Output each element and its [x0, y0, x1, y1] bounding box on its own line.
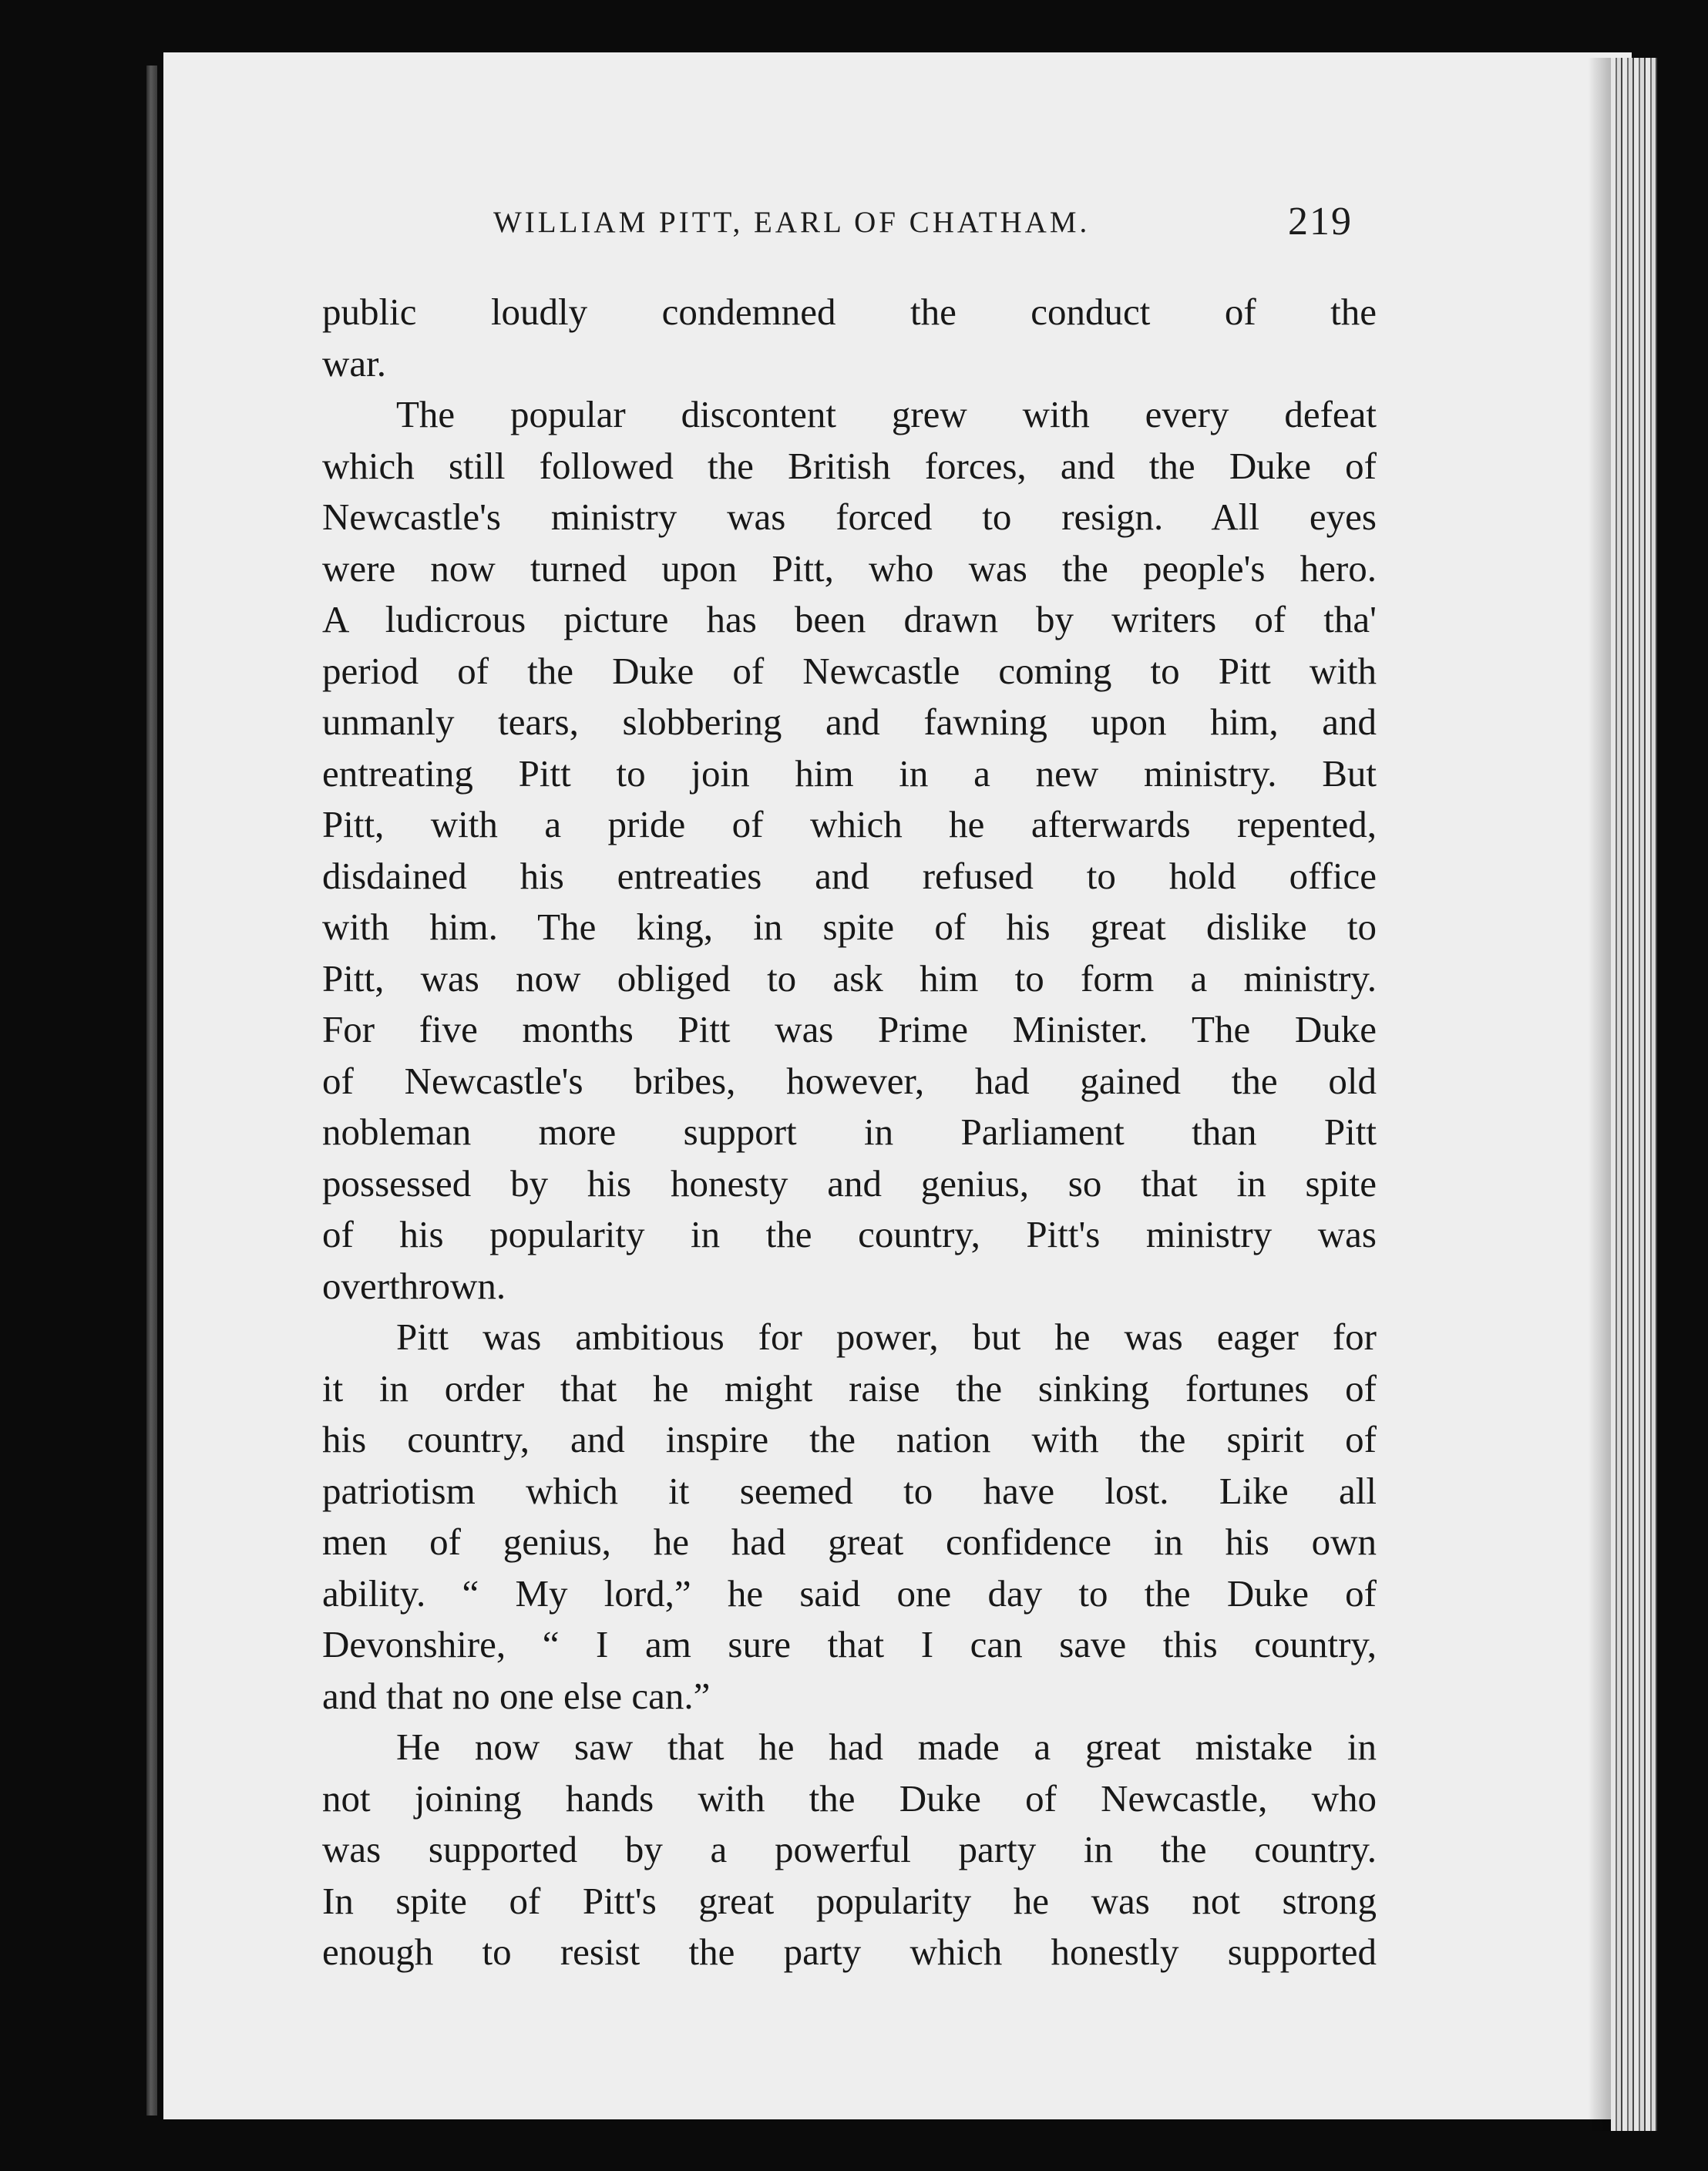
text-line: For five months Pitt was Prime Minister. The Duke — [322, 1008, 1377, 1050]
text-line: possessed by his honesty and genius, so that in spite — [322, 1161, 1377, 1205]
text-line: which still followed the British forces, and the Duke of — [322, 444, 1377, 487]
text-line: In spite of Pitt's great popularity he was not strong — [322, 1879, 1377, 1922]
page-number: 219 — [1288, 200, 1353, 244]
text-line: Newcastle's ministry was forced to resign. All eyes — [322, 496, 1377, 538]
text-line: He now saw that he had made a great mistake in — [396, 1726, 1377, 1768]
text-line: of Newcastle's bribes, however, had gained the old — [322, 1059, 1377, 1102]
text-line: not joining hands with the Duke of Newcastle, who — [322, 1776, 1377, 1820]
text-line: of his popularity in the country, Pitt's ministry was — [322, 1213, 1377, 1255]
text-line: men of genius, he had great confidence in his own — [322, 1521, 1377, 1563]
text-line: Pitt was ambitious for power, but he was eager for — [396, 1316, 1377, 1358]
text-line: patriotism which it seemed to have lost. Like all — [322, 1469, 1377, 1512]
text-line: disdained his entreaties and refused to hold office — [322, 854, 1377, 897]
page-edge-shadow — [1588, 58, 1612, 2131]
text-line: unmanly tears, slobbering and fawning upon him, and — [322, 701, 1377, 743]
text-line: was supported by a powerful party in the country. — [322, 1828, 1377, 1870]
page-header — [493, 199, 1353, 245]
text-line: ability. “ My lord,” he said one day to the Duke of — [322, 1571, 1377, 1615]
text-line: nobleman more support in Parliament than Pitt — [322, 1111, 1377, 1153]
text-line: it in order that he might raise the sinking fortunes of — [322, 1366, 1377, 1410]
gutter-shadow — [146, 66, 157, 2116]
text-line: The popular discontent grew with every defeat — [396, 393, 1377, 435]
running-head: WILLIAM PITT, EARL OF CHATHAM. — [493, 206, 1091, 239]
text-line: Pitt, was now obliged to ask him to form a ministry. — [322, 956, 1377, 1000]
page-edge-stack — [1611, 58, 1657, 2131]
text-line: enough to resist the party which honestly supported — [322, 1931, 1377, 1973]
text-line: public loudly condemned the conduct of the — [322, 291, 1377, 333]
text-line: entreating Pitt to join him in a new ministry. But — [322, 751, 1377, 795]
text-line: period of the Duke of Newcastle coming to Pitt with — [322, 649, 1377, 692]
text-line: Devonshire, “ I am sure that I can save this country, — [322, 1623, 1377, 1665]
text-line: war. — [322, 341, 386, 385]
text-line: and that no one else can.” — [322, 1674, 711, 1717]
text-line: were now turned upon Pitt, who was the people's hero. — [322, 546, 1377, 590]
text-line: overthrown. — [322, 1264, 506, 1307]
body-text — [322, 287, 1377, 1978]
text-line: Pitt, with a pride of which he afterwards repented, — [322, 803, 1377, 845]
text-line: his country, and inspire the nation with the spirit of — [322, 1418, 1377, 1460]
text-line: with him. The king, in spite of his great dislike to — [322, 906, 1377, 948]
text-line: A ludicrous picture has been drawn by writers of tha' — [322, 598, 1377, 640]
